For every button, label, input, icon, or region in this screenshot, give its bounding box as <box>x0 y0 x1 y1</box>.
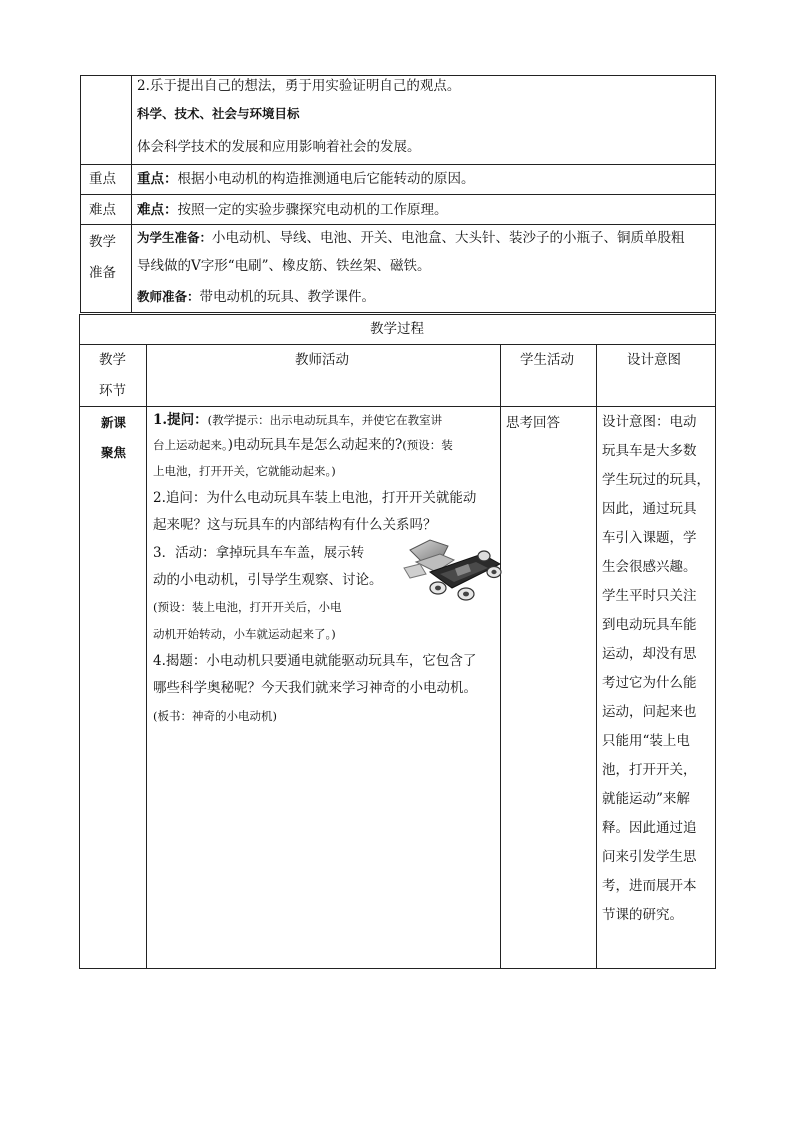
nandian-prefix: 难点： <box>137 202 178 218</box>
top-table-col-divider <box>131 75 132 312</box>
student-prep-prefix: 为学生准备： <box>137 230 213 245</box>
header-student-activity: 学生活动 <box>520 352 574 368</box>
process-table-border-right <box>715 314 716 968</box>
process-table-col-divider-2 <box>500 344 501 968</box>
teacher-p1-line-2b: )电动玩具车是怎么动起来的? <box>227 437 403 453</box>
design-intent-line: 车引入课题，学 <box>602 530 697 546</box>
design-intent-line: 玩具车是大多数 <box>602 443 697 459</box>
process-table-header-divider <box>79 406 716 407</box>
teacher-p3-line-1: 3．活动：拿掉玩具车车盖，展示转 <box>153 545 365 561</box>
design-intent-line: 到电动玩具车能 <box>602 617 697 633</box>
process-table-border-top <box>79 314 716 315</box>
zhunbei-label-line-2: 准备 <box>89 265 116 281</box>
teacher-p2-line-2: 起来呢？这与玩具车的内部结构有什么关系吗？ <box>153 517 437 533</box>
teacher-p4-line-3: (板书：神奇的小电动机) <box>153 709 277 723</box>
student-prep-line-2: 导线做的V字形“电刷”、橡皮筋、铁丝架、磁铁。 <box>137 258 431 274</box>
student-prep-text-1: 小电动机、导线、电池、开关、电池盒、大头针、装沙子的小瓶子、铜质单股粗 <box>212 230 685 246</box>
design-intent-line: 池，打开开关， <box>602 762 697 778</box>
zhongdian-content <box>137 169 475 189</box>
teacher-prep-prefix: 教师准备： <box>137 289 200 304</box>
process-table-border-bottom <box>79 968 716 969</box>
top-table-divider-1 <box>80 164 716 165</box>
process-table-col-divider-1 <box>146 344 147 968</box>
design-intent-line: 因此，通过玩具 <box>602 501 697 517</box>
teacher-prep-text: 带电动机的玩具、教学课件。 <box>199 289 376 305</box>
top-table-border-left <box>80 75 81 312</box>
teacher-p1-line-2 <box>153 435 453 455</box>
toy-car-image <box>396 532 508 604</box>
teacher-p3-line-4: 动机开始转动，小车就运动起来了。) <box>153 627 336 641</box>
top-table-border-bottom <box>80 312 716 313</box>
stage-line-2: 聚焦 <box>101 445 127 460</box>
zhongdian-text: 根据小电动机的构造推测通电后它能转动的原因。 <box>177 171 475 187</box>
process-table-border-left <box>79 314 80 968</box>
design-intent-text <box>602 408 710 930</box>
header-design-intent: 设计意图 <box>627 352 681 368</box>
teacher-p4-line-2: 哪些科学奥秘呢？今天我们就来学习神奇的小电动机。 <box>153 680 477 696</box>
design-intent-line: 考过它为什么能 <box>602 675 697 691</box>
design-intent-line: 问来引发学生思 <box>602 849 697 865</box>
design-intent-line: 就能运动”来解 <box>602 791 690 807</box>
sts-goal-text: 体会科学技术的发展和应用影响着社会的发展。 <box>137 139 421 155</box>
top-table-divider-2 <box>80 194 716 195</box>
design-intent-line: 生会很感兴趣。 <box>602 559 697 575</box>
nandian-label: 难点 <box>89 202 116 218</box>
header-stage-line-1: 教学 <box>99 352 126 368</box>
design-intent-line: 节课的研究。 <box>602 907 683 923</box>
student-activity-text: 思考回答 <box>506 415 560 431</box>
top-table-border-right <box>715 75 716 312</box>
process-table-col-divider-3 <box>596 344 597 968</box>
header-teacher-activity: 教师活动 <box>295 352 349 368</box>
design-intent-line: 运动，问起来也 <box>602 704 697 720</box>
design-intent-line: 学生玩过的玩具， <box>602 472 710 488</box>
teacher-p3-line-2: 动的小电动机，引导学生观察、讨论。 <box>153 572 383 588</box>
sts-goal-heading: 科学、技术、社会与环境目标 <box>137 106 300 121</box>
stage-line-1: 新课 <box>101 415 127 430</box>
teacher-p2-line-1: 2.追问：为什么电动玩具车装上电池，打开开关就能动 <box>153 490 477 506</box>
teacher-p1-line-2c: (预设：装 <box>402 438 453 452</box>
student-prep-line-1 <box>137 228 685 248</box>
teacher-p1-prefix: 1.提问： <box>153 412 208 428</box>
design-intent-line: 学生平时只关注 <box>602 588 697 604</box>
design-intent-line: 运动，却没有思 <box>602 646 697 662</box>
header-stage-line-2: 环节 <box>99 383 126 399</box>
teacher-p4-line-1: 4.揭题：小电动机只要通电就能驱动玩具车，它包含了 <box>153 653 477 669</box>
design-intent-line: 考，进而展开本 <box>602 878 697 894</box>
nandian-text: 按照一定的实验步骤探究电动机的工作原理。 <box>177 202 448 218</box>
teacher-p1-line-3: 上电池，打开开关，它就能动起来。) <box>153 464 336 478</box>
teacher-p1-note: (教学提示：出示电动玩具车，并使它在教室讲 <box>207 413 443 427</box>
teacher-prep-line <box>137 287 375 307</box>
process-table-title: 教学过程 <box>370 321 424 337</box>
goal-line-1: 2.乐于提出自己的想法，勇于用实验证明自己的观点。 <box>137 78 461 94</box>
teacher-p1-line-2a: 台上运动起来。 <box>153 438 228 452</box>
design-intent-line: 设计意图：电动 <box>602 414 697 430</box>
top-table-divider-3 <box>80 224 716 225</box>
process-table-title-divider <box>79 344 716 345</box>
nandian-content <box>137 200 448 220</box>
zhongdian-label: 重点 <box>89 171 116 187</box>
zhunbei-label-line-1: 教学 <box>89 234 116 250</box>
teacher-p1-line-1 <box>153 410 442 430</box>
teacher-p3-line-3: (预设：装上电池，打开开关后，小电 <box>153 600 342 614</box>
design-intent-line: 只能用“装上电 <box>602 733 690 749</box>
design-intent-line: 释。因此通过追 <box>602 820 697 836</box>
zhongdian-prefix: 重点： <box>137 171 178 187</box>
